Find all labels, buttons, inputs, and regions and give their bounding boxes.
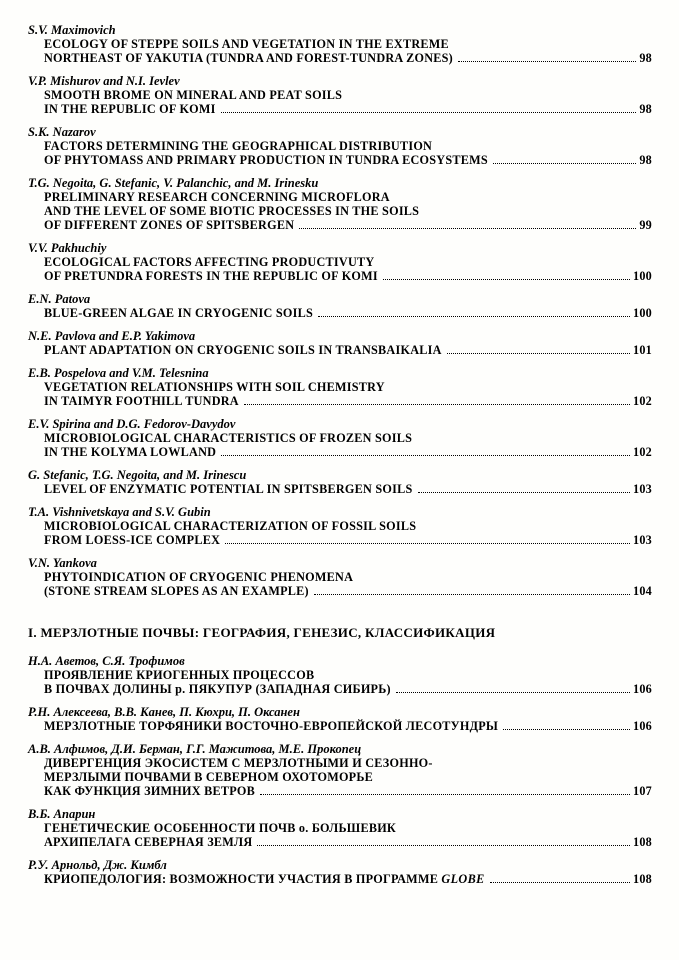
entry-authors: T.A. Vishnivetskaya and S.V. Gubin [28,505,211,519]
dot-leader [299,228,636,229]
toc-entry [28,468,652,496]
entry-title-line-with-page [28,445,652,459]
entry-authors: А.В. Алфимов, Д.И. Берман, Г.Г. Мажитова, М.Е. Прокопец [28,742,362,756]
dot-leader [383,279,630,280]
toc-entry [28,74,652,116]
entry-title-line: MICROBIOLOGICAL CHARACTERIZATION OF FOSSIL SOILS [44,519,417,533]
entry-title-line-with-page [28,835,652,849]
entry-title-text: АРХИПЕЛАГА СЕВЕРНАЯ ЗЕМЛЯ [44,835,253,849]
dot-leader [493,163,636,164]
toc-entry [28,705,652,733]
entry-title-italic-word: GLOBE [441,872,485,886]
entry-title-line-with-page [28,306,652,320]
page-number: 98 [639,153,652,167]
entry-title-line-with-page [28,269,652,283]
entry-title-line: SMOOTH BROME ON MINERAL AND PEAT SOILS [44,88,343,102]
entry-title-line-with-page [28,102,652,116]
entry-title-text: IN TAIMYR FOOTHILL TUNDRA [44,394,239,408]
toc-section-russian [28,654,652,886]
page-number: 100 [632,269,652,283]
entry-title-line: ПРОЯВЛЕНИЕ КРИОГЕННЫХ ПРОЦЕССОВ [44,668,315,682]
page-number: 108 [632,872,652,886]
entry-title-line: ECOLOGICAL FACTORS AFFECTING PRODUCTIVUTY [44,255,375,269]
entry-title-line-with-page [28,343,652,357]
toc-entry [28,366,652,408]
entry-authors: S.V. Maximovich [28,23,116,37]
dot-leader [458,61,636,62]
entry-title-line-with-page [28,584,652,598]
page-number: 106 [632,719,652,733]
page-number: 104 [632,584,652,598]
entry-title-text: В ПОЧВАХ ДОЛИНЫ р. ПЯКУПУР (ЗАПАДНАЯ СИБИРЬ) [44,682,391,696]
entry-title-line-with-page [28,719,652,733]
entry-authors: N.E. Pavlova and E.P. Yakimova [28,329,196,343]
entry-title-line: AND THE LEVEL OF SOME BIOTIC PROCESSES IN THE SOILS [44,204,420,218]
page-number: 102 [632,445,652,459]
entry-authors: V.V. Pakhuchiy [28,241,107,255]
entry-title-line-with-page [28,51,652,65]
entry-title-text: OF DIFFERENT ZONES OF SPITSBERGEN [44,218,295,232]
entry-title-text: КАК ФУНКЦИЯ ЗИМНИХ ВЕТРОВ [44,784,255,798]
toc-entry [28,417,652,459]
toc-entry [28,125,652,167]
entry-authors: V.P. Mishurov and N.I. Ievlev [28,74,180,88]
entry-title-text: МЕРЗЛОТНЫЕ ТОРФЯНИКИ ВОСТОЧНО-ЕВРОПЕЙСКОЙ ЛЕСОТУНДРЫ [44,719,499,733]
entry-title-line: PRELIMINARY RESEARCH CONCERNING MICROFLORA [44,190,390,204]
entry-title-text: NORTHEAST OF YAKUTIA (TUNDRA AND FOREST-TUNDRA ZONES) [44,51,453,65]
dot-leader [396,692,630,693]
entry-title-text: BLUE-GREEN ALGAE IN CRYOGENIC SOILS [44,306,314,320]
page-number: 103 [632,533,652,547]
entry-title-line: ГЕНЕТИЧЕСКИЕ ОСОБЕННОСТИ ПОЧВ о. БОЛЬШЕВИК [44,821,397,835]
entry-title-line-with-page [28,872,652,886]
toc-entry [28,176,652,232]
dot-leader [503,729,630,730]
toc-entry [28,556,652,598]
entry-authors: E.V. Spirina and D.G. Fedorov-Davydov [28,417,236,431]
entry-title-text: КРИОПЕДОЛОГИЯ: ВОЗМОЖНОСТИ УЧАСТИЯ В ПРОГРАММЕ GLOBE [44,872,485,886]
entry-authors: E.N. Patova [28,292,91,306]
entry-title-line: MICROBIOLOGICAL CHARACTERISTICS OF FROZEN SOILS [44,431,413,445]
entry-authors: T.G. Negoita, G. Stefanic, V. Palanchic, and M. Irinesku [28,176,319,190]
toc-entry [28,292,652,320]
page-number: 98 [639,51,652,65]
toc-entry [28,329,652,357]
entry-title-text: (STONE STREAM SLOPES AS AN EXAMPLE) [44,584,309,598]
entry-authors: G. Stefanic, T.G. Negoita, and M. Irinescu [28,468,247,482]
entry-title-line: PHYTOINDICATION OF CRYOGENIC PHENOMENA [44,570,354,584]
toc-entry [28,654,652,696]
page-number: 100 [632,306,652,320]
entry-authors: S.K. Nazarov [28,125,96,139]
entry-title-line: FACTORS DETERMINING THE GEOGRAPHICAL DISTRIBUTION [44,139,433,153]
page-number: 103 [632,482,652,496]
toc-section-english [28,23,652,598]
dot-leader [314,594,630,595]
toc-entry [28,742,652,798]
entry-title-text: FROM LOESS-ICE COMPLEX [44,533,221,547]
dot-leader [418,492,630,493]
entry-title-text: OF PRETUNDRA FORESTS IN THE REPUBLIC OF KOMI [44,269,378,283]
entry-title-line-with-page [28,533,652,547]
dot-leader [260,794,630,795]
entry-title-line: VEGETATION RELATIONSHIPS WITH SOIL CHEMISTRY [44,380,385,394]
page-number: 108 [632,835,652,849]
entry-authors: В.Б. Апарин [28,807,96,821]
entry-title-line: ДИВЕРГЕНЦИЯ ЭКОСИСТЕМ С МЕРЗЛОТНЫМИ И СЕЗОННО- [44,756,433,770]
entry-title-text: PLANT ADAPTATION ON CRYOGENIC SOILS IN TRANSBAIKALIA [44,343,442,357]
entry-authors: Н.А. Аветов, С.Я. Трофимов [28,654,185,668]
entry-title-text: LEVEL OF ENZYMATIC POTENTIAL IN SPITSBERGEN SOILS [44,482,413,496]
entry-title-text: IN THE KOLYMA LOWLAND [44,445,217,459]
dot-leader [447,353,630,354]
toc-entry [28,23,652,65]
entry-title-line-with-page [28,482,652,496]
page-number: 99 [639,218,652,232]
dot-leader [225,543,630,544]
section-heading: I. МЕРЗЛОТНЫЕ ПОЧВЫ: ГЕОГРАФИЯ, ГЕНЕЗИС, КЛАССИФИКАЦИЯ [28,625,496,640]
entry-authors: Р.Н. Алексеева, В.В. Канев, П. Кюхри, П. Оксанен [28,705,300,719]
dot-leader [221,455,630,456]
toc-entry [28,505,652,547]
entry-title-line-with-page [28,394,652,408]
entry-title-line-with-page [28,153,652,167]
dot-leader [221,112,637,113]
dot-leader [318,316,630,317]
dot-leader [257,845,630,846]
entry-authors: E.B. Pospelova and V.M. Telesnina [28,366,209,380]
entry-authors: V.N. Yankova [28,556,97,570]
page-number: 98 [639,102,652,116]
page-number: 107 [632,784,652,798]
entry-title-line-with-page [28,784,652,798]
toc-entry [28,858,652,886]
entry-authors: Р.У. Арнольд, Дж. Кимбл [28,858,167,872]
entry-title-line: ECOLOGY OF STEPPE SOILS AND VEGETATION IN THE EXTREME [44,37,449,51]
page-number: 101 [632,343,652,357]
page-number: 102 [632,394,652,408]
entry-title-line: МЕРЗЛЫМИ ПОЧВАМИ В СЕВЕРНОМ ОХОТОМОРЬЕ [44,770,374,784]
dot-leader [244,404,630,405]
entry-title-line-with-page [28,682,652,696]
toc-entry [28,807,652,849]
page-number: 106 [632,682,652,696]
entry-title-text: OF PHYTOMASS AND PRIMARY PRODUCTION IN TUNDRA ECOSYSTEMS [44,153,488,167]
dot-leader [490,882,630,883]
entry-title-line-with-page [28,218,652,232]
entry-title-text: IN THE REPUBLIC OF KOMI [44,102,216,116]
toc-entry [28,241,652,283]
